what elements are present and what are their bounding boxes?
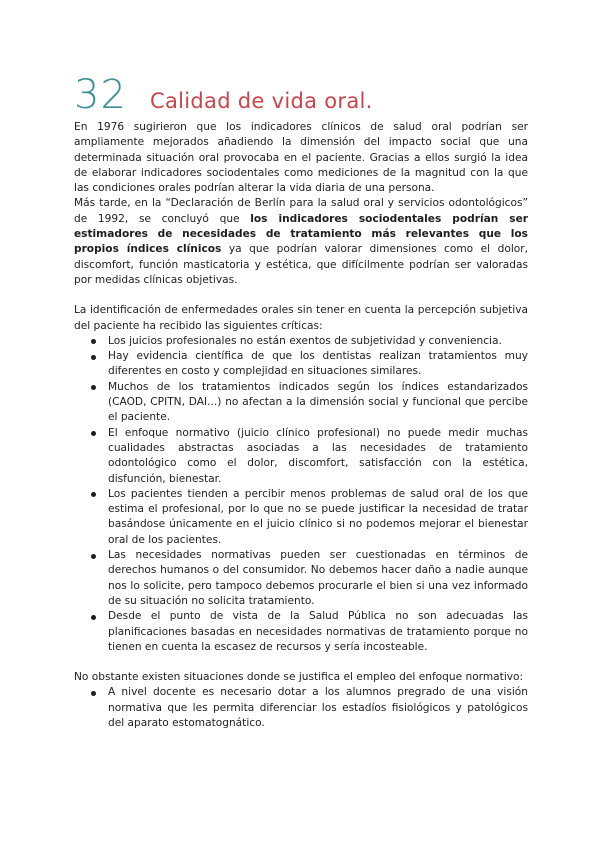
list-item: A nivel docente es necesario dotar a los alumnos pregrado de una visión normativa que les permita diferenciar los estadíos fisiológicos y patológicos del aparato estomatognático. — [74, 685, 528, 731]
criticisms-list — [74, 334, 528, 655]
paragraph-intro: En 1976 sugirieron que los indicadores clínicos de salud oral podrían ser ampliamente mejorados añadiendo la dimensión del impacto social que una determinada situación oral provocaba en el paciente. Gracias a ellos surgió la idea de elaborar indicadores sociodentales como mediciones de la magnitud con la que las condiciones orales podrían alterar la vida diaria de una persona. — [74, 121, 528, 195]
justifications-list — [74, 685, 528, 731]
list-item: Muchos de los tratamientos indicados según los índices estandarizados (CAOD, CPITN, DAI...) no afectan a la dimensión social y funcional que percibe el paciente. — [74, 380, 528, 426]
body-text — [74, 120, 528, 731]
list-item: Los pacientes tienden a percibir menos problemas de salud oral de los que estima el profesional, por lo que no se puede justificar la necesidad de tratar basándose únicamente en el juicio clínico si no podemos mejorar el bienestar oral de los pacientes. — [74, 487, 528, 548]
paragraph-criticisms-intro: La identificación de enfermedades orales sin tener en cuenta la percepción subjetiva del paciente ha recibido las siguientes críticas: — [74, 304, 528, 332]
berlin-text-start: Más tarde, en la “Declaración de Berlín para la salud oral y servicios odontológicos” de 1992, se concluyó que — [74, 197, 528, 225]
chapter-header — [74, 72, 373, 118]
list-item: Hay evidencia científica de que los dentistas realizan tratamientos muy diferentes en costo y complejidad en situaciones similares. — [74, 349, 528, 380]
list-item: Las necesidades normativas pueden ser cuestionadas en términos de derechos humanos o del consumidor. No debemos hacer daño a nadie aunque nos lo solicite, pero tampoco debemos procurarle el bien si una vez informado de su situación no solicita tratamiento. — [74, 548, 528, 609]
paragraph-berlin — [74, 196, 528, 288]
berlin-emphasis: los indicadores sociodentales podrían ser estimadores de necesidades de tratamiento más relevantes que los propios índices clínicos — [74, 212, 529, 256]
chapter-title: Calidad de vida oral. — [150, 89, 373, 113]
list-item: El enfoque normativo (juicio clínico profesional) no puede medir muchas cualidades abstractas asociadas a las necesidades de tratamiento odontológico como el dolor, discomfort, satisfacción con la estética, disfunción, bienestar. — [74, 426, 528, 487]
list-item: Los juicios profesionales no están exentos de subjetividad y conveniencia. — [74, 334, 528, 349]
chapter-number: 32 — [74, 72, 127, 118]
list-item: Desde el punto de vista de la Salud Pública no son adecuadas las planificaciones basadas en necesidades normativas de tratamiento porque no tienen en cuenta la escasez de recursos y sería incosteable. — [74, 609, 528, 655]
paragraph-justification-intro: No obstante existen situaciones donde se justifica el empleo del enfoque normativo: — [74, 671, 524, 684]
berlin-text-end: ya que podrían valorar dimensiones como el dolor, discomfort, función masticatoria y estética, que difícilmente podrían ser valoradas por medidas clínicas objetivas. — [74, 243, 528, 286]
